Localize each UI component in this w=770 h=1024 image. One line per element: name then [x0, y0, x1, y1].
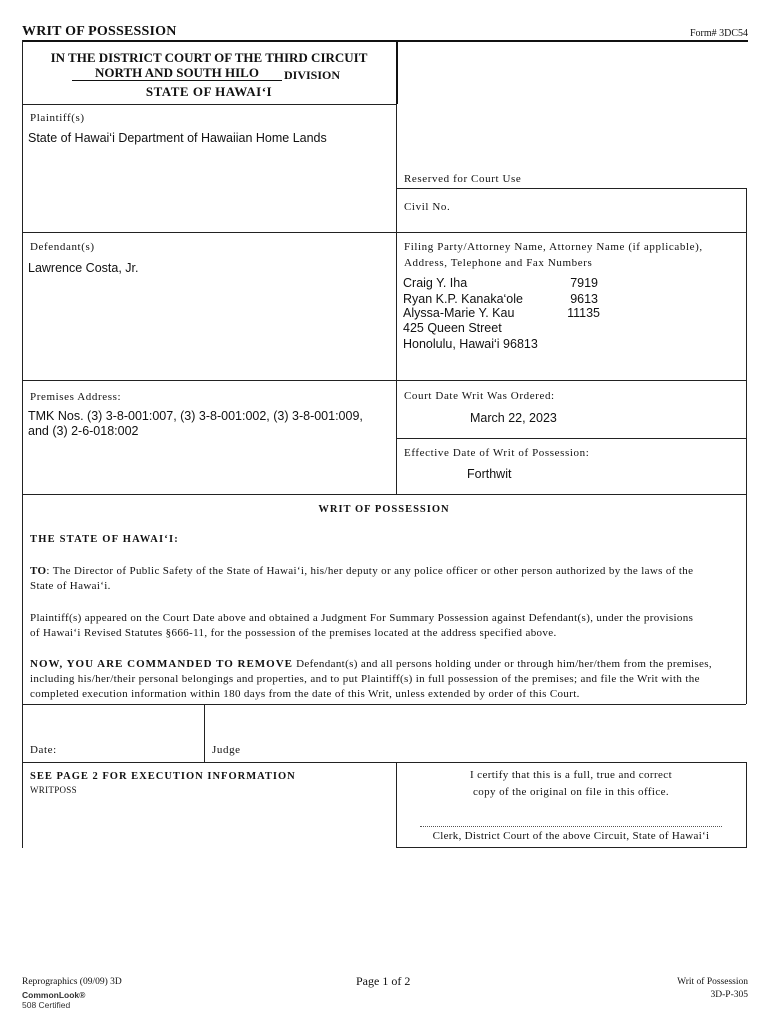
effective-date-label: Effective Date of Writ of Possession: [404, 447, 590, 459]
row-rule-writ [22, 494, 746, 495]
state-heading: THE STATE OF HAWAI‘I: [30, 534, 179, 545]
clerk-signature-line[interactable] [420, 826, 722, 827]
footer-form-title: Writ of Possession [677, 977, 748, 987]
attorney-name[interactable]: Craig Y. Iha [403, 276, 468, 290]
footer-form-code: 3D-P-305 [710, 990, 748, 1000]
attorney-name[interactable]: Ryan K.P. Kanaka‘ole [403, 292, 523, 306]
certified-label: 508 Certified [22, 1000, 71, 1010]
page-number: Page 1 of 2 [356, 974, 411, 988]
footer-reprographics: Reprographics (09/09) 3D [22, 977, 122, 987]
row-rule-premises [22, 380, 746, 381]
court-date-value[interactable]: March 22, 2023 [470, 411, 557, 425]
command-paragraph-line-1 [30, 657, 712, 672]
document-title: WRIT OF POSSESSION [22, 24, 177, 39]
row-rule-defendant [22, 232, 746, 233]
commonlook-logo: CommonLook® [22, 990, 86, 1000]
row-rule-execution [22, 762, 746, 763]
plaintiff-label: Plaintiff(s) [30, 112, 85, 124]
see-page-2-notice: SEE PAGE 2 FOR EXECUTION INFORMATION [30, 771, 296, 782]
to-paragraph-line-2: State of Hawai‘i. [30, 580, 111, 592]
to-label: TO [30, 565, 47, 577]
division-name: NORTH AND SOUTH HILO [72, 66, 282, 81]
date-label: Date: [30, 744, 57, 756]
premises-line-1[interactable]: TMK Nos. (3) 3-8-001:007, (3) 3-8-001:002, (3) 3-8-001:009, [28, 409, 363, 423]
attorney-name[interactable]: Alyssa-Marie Y. Kau [403, 306, 515, 320]
certify-bottom [396, 847, 747, 848]
premises-line-2[interactable]: and (3) 2-6-018:002 [28, 424, 139, 438]
plaintiff-value[interactable]: State of Hawai‘i Department of Hawaiian Home Lands [28, 131, 327, 145]
row-rule-effective [396, 438, 746, 439]
court-date-label: Court Date Writ Was Ordered: [404, 390, 555, 402]
row-rule-signature [22, 704, 746, 705]
civil-no-label: Civil No. [404, 201, 451, 213]
certify-line-2: copy of the original on file in this office. [472, 786, 670, 798]
defendant-label: Defendant(s) [30, 241, 95, 253]
header-box-bottom [22, 104, 397, 105]
clerk-label: Clerk, District Court of the above Circuit, State of Hawai‘i [432, 830, 710, 842]
attorney-number[interactable]: 9613 [570, 292, 598, 306]
address-street[interactable]: 425 Queen Street [403, 321, 502, 335]
attorney-number[interactable]: 7919 [570, 276, 598, 290]
certify-right-border [746, 762, 747, 848]
command-bold: NOW, YOU ARE COMMANDED TO REMOVE [30, 658, 294, 670]
defendant-value[interactable]: Lawrence Costa, Jr. [28, 261, 139, 275]
form-left-border [22, 40, 23, 848]
command-paragraph-line-2: including his/her/their personal belongings and properties, and to put Plaintiff(s) in full possession of the premises; and file the Writ with the [30, 673, 700, 685]
right-border-upper [746, 188, 747, 494]
header-rule [22, 40, 748, 42]
effective-date-value[interactable]: Forthwit [467, 467, 512, 481]
writ-heading: WRIT OF POSSESSION [318, 504, 450, 515]
court-name: IN THE DISTRICT COURT OF THE THIRD CIRCUIT [50, 50, 368, 65]
to-text: : The Director of Public Safety of the State of Hawai‘i, his/her deputy or any police officer or other person authorized by the laws of the [46, 565, 694, 577]
attorney-number[interactable]: 11135 [567, 306, 600, 320]
judge-label: Judge [212, 744, 241, 756]
right-border-writ [746, 494, 747, 704]
judgment-paragraph-line-1: Plaintiff(s) appeared on the Court Date above and obtained a Judgment For Summary Possession against Defendant(s), under the provisions [30, 612, 694, 624]
form-code: WRITPOSS [30, 785, 77, 795]
center-divider [396, 104, 397, 494]
state-name: STATE OF HAWAI‘I [145, 84, 273, 99]
division-word: DIVISION [284, 68, 341, 82]
date-judge-divider [204, 704, 205, 762]
reserved-label: Reserved for Court Use [404, 173, 522, 185]
to-paragraph-line-1 [30, 564, 693, 579]
reserved-rule [396, 188, 746, 189]
filing-party-label-1: Filing Party/Attorney Name, Attorney Name (if applicable), [404, 241, 703, 253]
command-paragraph-line-3: completed execution information within 180 days from the date of this Writ, unless extended by order of this Court. [30, 688, 580, 700]
filing-party-label-2: Address, Telephone and Fax Numbers [404, 257, 593, 269]
address-city[interactable]: Honolulu, Hawai‘i 96813 [403, 337, 538, 351]
header-box-right [396, 40, 398, 104]
premises-label: Premises Address: [30, 391, 122, 403]
form-number: Form# 3DC54 [689, 28, 748, 39]
judgment-paragraph-line-2: of Hawai‘i Revised Statutes §666-11, for the possession of the premises located at the address specified above. [30, 627, 557, 639]
certify-line-1: I certify that this is a full, true and correct [469, 769, 673, 781]
command-text: Defendant(s) and all persons holding under or through him/her/them from the premises, [293, 658, 713, 670]
